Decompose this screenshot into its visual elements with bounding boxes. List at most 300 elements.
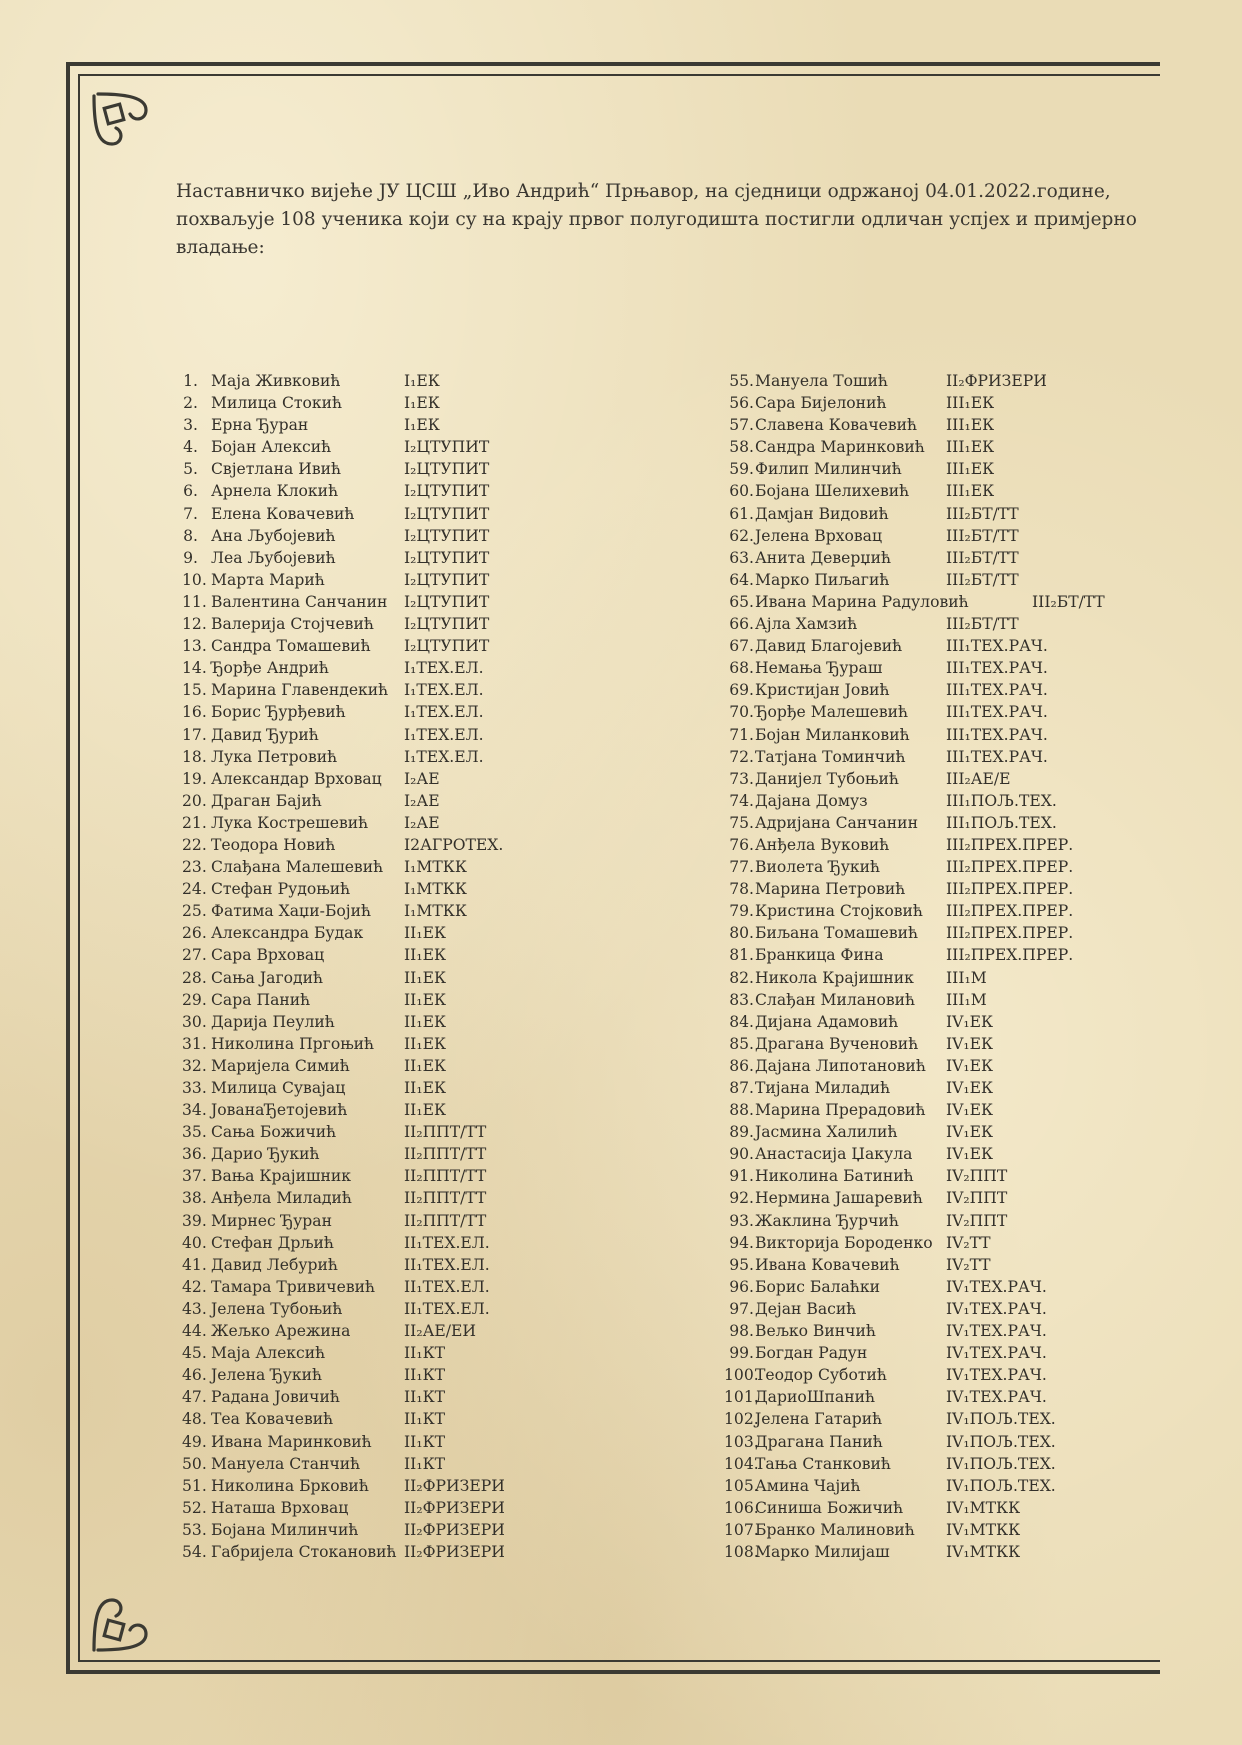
student-name: Вања Крајишник	[211, 1167, 352, 1186]
student-name: Мануела Станчић	[211, 1454, 361, 1473]
list-item-number: 103.	[724, 1432, 759, 1451]
list-item	[182, 900, 467, 922]
student-class: IV₁ЕК	[946, 1123, 994, 1142]
list-item	[182, 1055, 447, 1077]
student-name: Габријела Стокановић	[211, 1542, 397, 1561]
student-name: Слађана Малешевић	[211, 858, 384, 877]
list-item-number: 56.	[729, 394, 754, 413]
student-name: Лука Кострешевић	[211, 813, 369, 832]
student-class: II₁КТ	[404, 1366, 446, 1385]
list-item-number: 41.	[182, 1255, 207, 1274]
list-item-number: 79.	[729, 902, 754, 921]
student-name: Вељко Винчић	[755, 1322, 876, 1341]
list-item-number: 4.	[183, 438, 198, 457]
list-item	[724, 701, 1048, 723]
list-item-number: 38.	[182, 1189, 207, 1208]
list-item-number: 37.	[182, 1167, 207, 1186]
list-item	[182, 1210, 487, 1232]
student-name: Александар Врховац	[211, 769, 382, 788]
student-class: IV₁ТЕХ.РАЧ.	[946, 1366, 1047, 1385]
list-item	[182, 591, 490, 613]
list-item	[182, 1342, 446, 1364]
list-item-number: 100.	[724, 1366, 759, 1385]
student-name: Драган Бајић	[211, 791, 322, 810]
list-item-number: 64.	[729, 570, 754, 589]
student-class: I₂ЦТУПИТ	[404, 592, 490, 611]
student-class: I₁ЕК	[404, 416, 440, 435]
list-item	[724, 547, 1019, 569]
list-item-number: 46.	[182, 1366, 207, 1385]
student-class: I₁МТКК	[404, 858, 467, 877]
list-item	[724, 1408, 1056, 1430]
list-item	[182, 768, 440, 790]
student-name: Бранко Малиновић	[755, 1520, 915, 1539]
student-class: I₂ЦТУПИТ	[404, 460, 490, 479]
list-item	[182, 1099, 447, 1121]
student-class: IV₁ПОЉ.ТЕХ.	[946, 1432, 1056, 1451]
list-item	[724, 1143, 994, 1165]
list-item-number: 33.	[182, 1079, 207, 1097]
list-item	[724, 392, 995, 414]
list-item	[724, 1011, 994, 1033]
list-item	[182, 856, 467, 878]
list-item-number: 76.	[729, 835, 754, 854]
list-item-number: 72.	[729, 747, 754, 766]
student-name: Милица Сувајац	[211, 1079, 346, 1097]
student-class: I2АГРОТЕХ.	[404, 835, 504, 854]
list-item-number: 58.	[729, 438, 754, 457]
list-item-number: 3.	[183, 416, 198, 435]
list-item-number: 87.	[729, 1079, 754, 1097]
list-item-number: 78.	[729, 880, 754, 899]
student-name: Свјетлана Ивић	[211, 460, 342, 479]
student-name: Сандра Маринковић	[755, 438, 925, 457]
student-class: IV₂ППТ	[946, 1167, 1008, 1186]
list-item	[182, 1011, 447, 1033]
student-name: Стефан Рудоњић	[211, 880, 351, 899]
student-class: I₁ТЕХ.ЕЛ.	[404, 659, 484, 678]
list-item-number: 102.	[724, 1410, 759, 1429]
list-item	[182, 1408, 446, 1430]
list-item-number: 9.	[183, 548, 198, 567]
list-item	[724, 1033, 994, 1055]
list-item-number: 104.	[724, 1454, 759, 1473]
list-item	[724, 1099, 994, 1121]
student-class: II₁ЕК	[404, 990, 447, 1009]
student-class: III₂БТ/ТТ	[946, 526, 1019, 545]
list-item	[724, 1342, 1047, 1364]
student-name: Леа Љубојевић	[211, 548, 336, 567]
student-name: Јелена Гатарић	[755, 1410, 883, 1429]
student-name: Наташа Врховац	[211, 1498, 349, 1517]
student-name: Синиша Божичић	[755, 1498, 904, 1517]
student-class: I₂ЦТУПИТ	[404, 482, 490, 501]
student-name: Богдан Радун	[755, 1344, 868, 1363]
student-class: II₁ТЕХ.ЕЛ.	[404, 1277, 490, 1296]
student-name: Жељко Арежина	[211, 1322, 351, 1341]
list-item-number: 99.	[729, 1344, 754, 1363]
student-class: II₁ЕК	[404, 968, 447, 987]
student-class: IV₁ТЕХ.РАЧ.	[946, 1388, 1047, 1407]
list-item	[724, 1364, 1047, 1386]
list-item-number: 18.	[182, 747, 207, 766]
student-class: II₁ЕК	[404, 1101, 447, 1120]
student-class: IV₁ПОЉ.ТЕХ.	[946, 1476, 1056, 1495]
list-item	[182, 1143, 487, 1165]
student-name: Марко Пиљагић	[755, 570, 890, 589]
list-item	[182, 392, 440, 414]
student-name: Ана Љубојевић	[211, 526, 336, 545]
list-item	[182, 1431, 446, 1453]
student-name: Нермина Јашаревић	[755, 1189, 923, 1208]
student-name: Ђорђе Малешевић	[755, 703, 909, 722]
list-item-number: 86.	[729, 1056, 754, 1075]
list-item	[724, 436, 995, 458]
list-item	[182, 635, 490, 657]
student-class: II₂ФРИЗЕРИ	[404, 1520, 505, 1539]
list-item-number: 73.	[729, 769, 754, 788]
list-item-number: 28.	[182, 968, 207, 987]
list-item-number: 96.	[729, 1277, 754, 1296]
list-item	[724, 1519, 1021, 1541]
student-name: Јелена Врховац	[755, 526, 882, 545]
student-class: II₂ФРИЗЕРИ	[404, 1476, 505, 1495]
student-name: Николина Батинић	[755, 1167, 914, 1186]
list-item	[724, 1187, 1008, 1209]
list-item	[182, 613, 490, 635]
student-name: Виолета Ђукић	[755, 858, 881, 877]
student-class: II₁КТ	[404, 1454, 446, 1473]
student-class: IV₂ТТ	[946, 1255, 991, 1274]
list-item	[724, 1497, 1021, 1519]
list-item-number: 30.	[182, 1012, 207, 1031]
list-item-number: 44.	[182, 1322, 207, 1341]
student-name: Маријела Симић	[211, 1056, 350, 1075]
list-item	[724, 525, 1019, 547]
student-class: I₂ЦТУПИТ	[404, 570, 490, 589]
list-item	[182, 569, 490, 591]
student-class: II₂АЕ/ЕИ	[404, 1322, 476, 1341]
list-item	[182, 458, 490, 480]
list-item	[724, 724, 1048, 746]
list-item-number: 55.	[729, 372, 754, 390]
list-item-number: 93.	[729, 1211, 754, 1230]
list-item-number: 1.	[183, 372, 198, 390]
list-item-number: 88.	[729, 1101, 754, 1120]
student-name: Давид Ђурић	[211, 725, 319, 744]
list-item	[182, 1165, 487, 1187]
student-name: Јелена Тубоњић	[211, 1299, 343, 1318]
student-name: Никола Крајишник	[755, 968, 914, 987]
student-name: Николина Брковић	[211, 1476, 369, 1495]
list-item	[182, 1386, 446, 1408]
list-item-number: 97.	[729, 1299, 754, 1318]
student-name: Анђела Миладић	[211, 1189, 352, 1208]
student-name: Марина Петровић	[755, 880, 906, 899]
student-class: I₂ЦТУПИТ	[404, 637, 490, 656]
student-name: Елена Ковачевић	[211, 504, 355, 523]
student-class: III₂ПРЕХ.ПРЕР.	[946, 924, 1074, 943]
student-name: Биљана Томашевић	[755, 924, 919, 943]
student-name: Бојана Милинчић	[211, 1520, 359, 1539]
list-item-number: 42.	[182, 1277, 207, 1296]
student-name: Бојана Шелихевић	[755, 482, 910, 501]
student-class: III₂ПРЕХ.ПРЕР.	[946, 902, 1074, 921]
student-class: III₂ПРЕХ.ПРЕР.	[946, 880, 1074, 899]
list-item-number: 81.	[729, 946, 754, 965]
list-item	[724, 967, 987, 989]
student-class: II₂ФРИЗЕРИ	[404, 1498, 505, 1517]
list-item	[724, 900, 1074, 922]
student-name: Валерија Стојчевић	[211, 615, 374, 634]
student-class: III₁ЕК	[946, 482, 995, 501]
student-class: III₁ЕК	[946, 394, 995, 413]
list-item-number: 47.	[182, 1388, 207, 1407]
list-item-number: 22.	[182, 835, 207, 854]
student-name: Дамјан Видовић	[755, 504, 889, 523]
list-item-number: 31.	[182, 1034, 207, 1053]
student-class: II₂ФРИЗЕРИ	[946, 372, 1047, 390]
student-name: Валентина Санчанин	[211, 592, 388, 611]
list-item	[724, 1320, 1047, 1342]
student-name: Стефан Дрљић	[211, 1233, 334, 1252]
list-item-number: 107.	[724, 1520, 759, 1539]
student-name: Мануела Тошић	[755, 372, 888, 390]
student-name: Дарио Ђукић	[211, 1145, 320, 1164]
list-item	[724, 922, 1074, 944]
student-class: II₁ЕК	[404, 1056, 447, 1075]
list-item-number: 39.	[182, 1211, 207, 1230]
list-item	[182, 547, 490, 569]
list-item-number: 69.	[729, 681, 754, 700]
student-class: III₂БТ/ТТ	[946, 570, 1019, 589]
student-class: II₂ППТ/ТТ	[404, 1167, 487, 1186]
student-class: III₂БТ/ТТ	[1032, 592, 1105, 611]
student-name: Николина Пргоњић	[211, 1034, 375, 1053]
student-name: Дарија Пеулић	[211, 1012, 335, 1031]
student-name: Теа Ковачевић	[211, 1410, 334, 1429]
student-class: IV₁ТЕХ.РАЧ.	[946, 1277, 1047, 1296]
list-item	[724, 414, 995, 436]
list-item	[724, 569, 1019, 591]
list-item	[724, 944, 1074, 966]
list-item	[724, 878, 1074, 900]
list-item-number: 15.	[182, 681, 207, 700]
student-class: III₁ЕК	[946, 438, 995, 457]
student-class: I₂АЕ	[404, 813, 440, 832]
list-item-number: 92.	[729, 1189, 754, 1208]
student-name: Анђела Вуковић	[755, 835, 890, 854]
student-class: I₁МТКК	[404, 880, 467, 899]
student-name: Марта Марић	[211, 570, 325, 589]
student-name: Давид Лебурић	[211, 1255, 338, 1274]
student-name: Сара Бијелонић	[755, 394, 887, 413]
list-item	[182, 480, 490, 502]
list-item	[724, 657, 1048, 679]
student-class: I₂АЕ	[404, 791, 440, 810]
student-class: I₂ЦТУПИТ	[404, 615, 490, 634]
student-class: I₂ЦТУПИТ	[404, 548, 490, 567]
list-item	[724, 613, 1019, 635]
list-item-number: 40.	[182, 1233, 207, 1252]
list-item-number: 5.	[183, 460, 198, 479]
list-item	[724, 1298, 1047, 1320]
student-class: II₁КТ	[404, 1388, 446, 1407]
list-item	[182, 1232, 490, 1254]
student-class: I₁ТЕХ.ЕЛ.	[404, 725, 484, 744]
student-class: III₁М	[946, 968, 987, 987]
list-item-number: 85.	[729, 1034, 754, 1053]
student-class: IV₁МТКК	[946, 1498, 1021, 1517]
list-item-number: 108.	[724, 1542, 759, 1561]
list-item	[724, 591, 1105, 613]
list-item	[724, 1055, 994, 1077]
list-item-number: 45.	[182, 1344, 207, 1363]
list-item-number: 16.	[182, 703, 207, 722]
student-class: IV₁ЕК	[946, 1034, 994, 1053]
student-name: Жаклина Ђурчић	[755, 1211, 899, 1230]
list-item-number: 17.	[182, 725, 207, 744]
list-item-number: 60.	[729, 482, 754, 501]
list-item-number: 94.	[729, 1233, 754, 1252]
list-item	[724, 370, 1047, 392]
student-class: I₁МТКК	[404, 902, 467, 921]
list-item-number: 75.	[729, 813, 754, 832]
list-item	[724, 503, 1019, 525]
list-item-number: 82.	[729, 968, 754, 987]
list-item-number: 32.	[182, 1056, 207, 1075]
list-item	[182, 746, 484, 768]
student-name: Александра Будак	[211, 924, 364, 943]
student-name: Кристина Стојковић	[755, 902, 923, 921]
list-item	[724, 790, 1057, 812]
student-class: III₁ТЕХ.РАЧ.	[946, 637, 1048, 656]
list-item	[724, 635, 1048, 657]
student-name: Арнела Клокић	[211, 482, 339, 501]
list-item-number: 19.	[182, 769, 207, 788]
student-name: Дајана Домуз	[755, 791, 868, 810]
list-item-number: 53.	[182, 1520, 207, 1539]
student-name: Анита Деверџић	[755, 548, 892, 567]
student-class: III₂ПРЕХ.ПРЕР.	[946, 946, 1074, 965]
list-item-number: 36.	[182, 1145, 207, 1164]
student-name: Борис Балаћки	[755, 1277, 881, 1296]
list-item-number: 101.	[724, 1388, 759, 1407]
student-class: III₁ТЕХ.РАЧ.	[946, 659, 1048, 678]
list-item	[724, 1475, 1056, 1497]
list-item-number: 2.	[183, 394, 198, 413]
student-name: Амина Чајић	[755, 1476, 861, 1495]
student-name: ЈованаЂетојевић	[211, 1101, 348, 1120]
student-name: Дејан Васић	[755, 1299, 857, 1318]
list-item	[182, 1497, 505, 1519]
list-item-number: 49.	[182, 1432, 207, 1451]
student-class: IV₁ЕК	[946, 1056, 994, 1075]
list-item	[182, 922, 447, 944]
list-item-number: 13.	[182, 637, 207, 656]
list-item	[724, 1077, 994, 1099]
student-class: III₂ПРЕХ.ПРЕР.	[946, 835, 1074, 854]
list-item-number: 98.	[729, 1322, 754, 1341]
student-class: IV₁ЕК	[946, 1145, 994, 1164]
student-class: IV₁ЕК	[946, 1079, 994, 1097]
list-item-number: 26.	[182, 924, 207, 943]
student-name: Маја Алексић	[211, 1344, 326, 1363]
list-item	[724, 812, 1057, 834]
student-name: Данијел Тубоњић	[755, 769, 899, 788]
list-item	[182, 1033, 447, 1055]
list-item	[182, 1364, 446, 1386]
student-name: Радана Јовичић	[211, 1388, 340, 1407]
student-name: Филип Милинчић	[755, 460, 902, 479]
list-item-number: 70.	[729, 703, 754, 722]
student-class: IV₁ТЕХ.РАЧ.	[946, 1344, 1047, 1363]
student-name: Татјана Томинчић	[755, 747, 906, 766]
list-item	[724, 989, 987, 1011]
student-class: IV₁МТКК	[946, 1542, 1021, 1561]
list-item-number: 106.	[724, 1498, 759, 1517]
list-item-number: 80.	[729, 924, 754, 943]
student-name: Тамара Тривичевић	[211, 1277, 376, 1296]
list-item	[182, 1453, 446, 1475]
student-name: Слађан Милановић	[755, 990, 916, 1009]
student-class: IV₁ТЕХ.РАЧ.	[946, 1322, 1047, 1341]
list-item-number: 90.	[729, 1145, 754, 1164]
list-item	[724, 768, 1011, 790]
student-class: II₂ППТ/ТТ	[404, 1145, 487, 1164]
student-class: I₁ТЕХ.ЕЛ.	[404, 747, 484, 766]
list-item-number: 59.	[729, 460, 754, 479]
student-name: Марко Милијаш	[755, 1542, 890, 1561]
list-item-number: 51.	[182, 1476, 207, 1495]
list-item	[724, 1121, 994, 1143]
list-item	[724, 679, 1048, 701]
student-class: III₁ЕК	[946, 460, 995, 479]
student-name: Сања Божичић	[211, 1123, 337, 1142]
student-name: Фатима Хаџи-Бојић	[211, 902, 372, 921]
student-class: III₂АЕ/Е	[946, 769, 1011, 788]
list-item-number: 57.	[729, 416, 754, 435]
student-class: II₁ЕК	[404, 1034, 447, 1053]
student-name: Теодор Суботић	[755, 1366, 887, 1385]
list-item-number: 48.	[182, 1410, 207, 1429]
student-class: I₂ЦТУПИТ	[404, 504, 490, 523]
list-item-number: 91.	[729, 1167, 754, 1186]
list-item	[182, 944, 447, 966]
list-item-number: 43.	[182, 1299, 207, 1318]
list-item	[182, 414, 440, 436]
student-name: Ерна Ђуран	[211, 416, 309, 435]
list-item-number: 29.	[182, 990, 207, 1009]
list-item	[182, 1077, 447, 1099]
student-name: Кристијан Јовић	[755, 681, 890, 700]
student-name: Драгана Панић	[755, 1432, 883, 1451]
list-item	[182, 503, 490, 525]
list-item-number: 35.	[182, 1123, 207, 1142]
student-class: II₁КТ	[404, 1410, 446, 1429]
student-class: IV₁ЕК	[946, 1101, 994, 1120]
student-name: Ђорђе Андрић	[211, 659, 329, 678]
list-item-number: 14.	[182, 659, 207, 678]
student-name: Дајана Липотановић	[755, 1056, 926, 1075]
list-item	[182, 436, 490, 458]
student-class: I₁ТЕХ.ЕЛ.	[404, 681, 484, 700]
list-item	[724, 1254, 991, 1276]
list-item-number: 105.	[724, 1476, 759, 1495]
student-class: II₁ТЕХ.ЕЛ.	[404, 1299, 490, 1318]
student-class: II₂ППТ/ТТ	[404, 1189, 487, 1208]
student-name: Ивана Ковачевић	[755, 1255, 900, 1274]
